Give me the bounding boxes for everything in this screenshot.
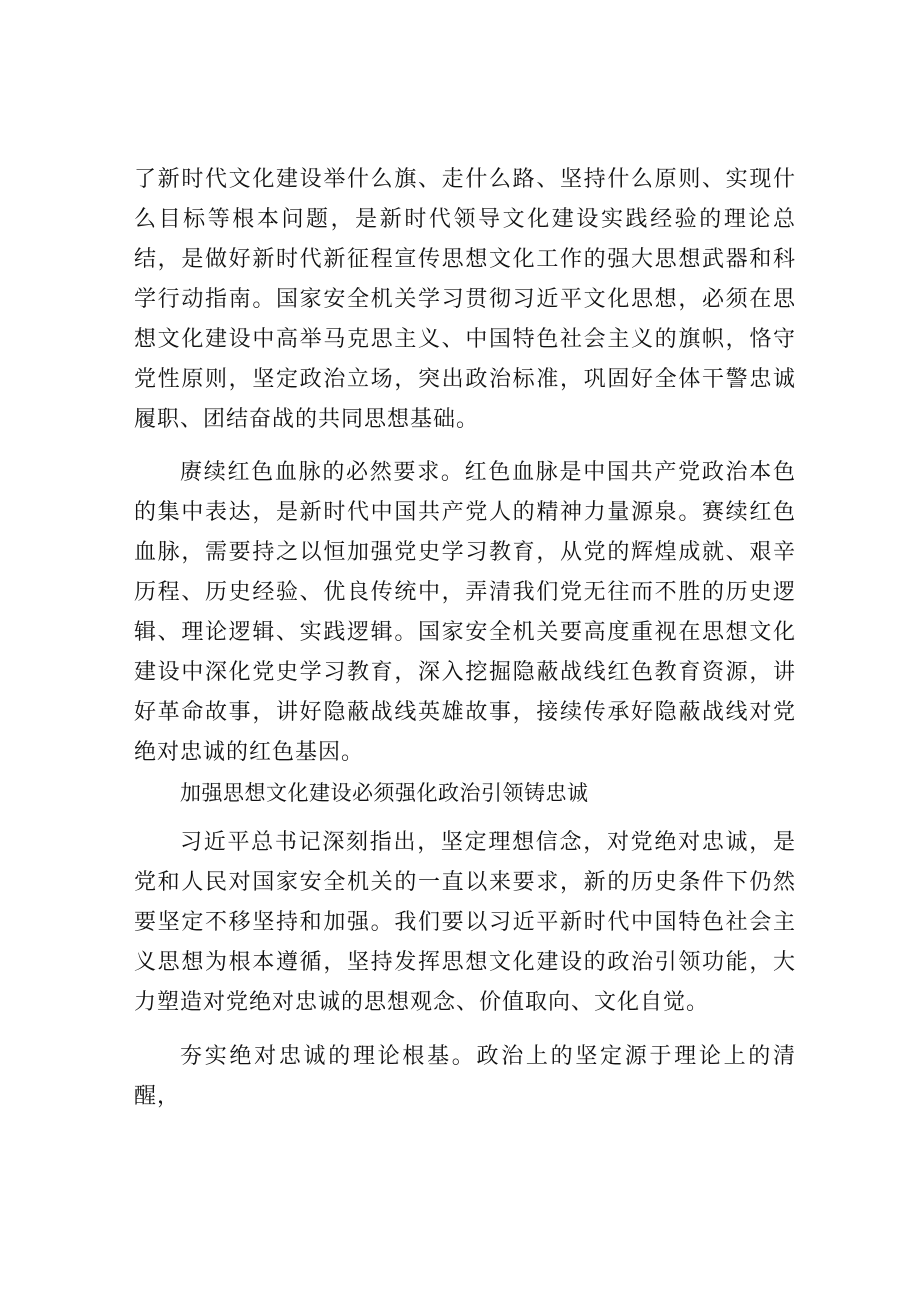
section-heading: 加强思想文化建设必须强化政治引领铸忠诚 <box>180 781 589 805</box>
paragraph-red-bloodline: 赓续红色血脉的必然要求。红色血脉是中国共产党政治本色的集中表达，是新时代中国共产党人的精神力量源泉。赛续红色血脉，需要持之以恒加强党史学习教育，从党的辉煌成就、艰辛历程、历史经验、优良传统中，弄清我们党无往而不胜的历史逻辑、理论逻辑、实践逻辑。国家安全机关要高度重视在思想文化建设中深化党史学习教育，深入挖掘隐蔽战线红色教育资源，讲好革命故事，讲好隐蔽战线英雄故事，接续传承好隐蔽战线对党绝对忠诚的红色基因。 <box>134 460 796 765</box>
paragraph-political-guidance: 习近平总书记深刻指出，坚定理想信念，对党绝对忠诚，是党和人民对国家安全机关的一直以来要求，新的历史条件下仍然要坚定不移坚持和加强。我们要以习近平新时代中国特色社会主义思想为根本遵循，坚持发挥思想文化建设的政治引领功能，大力塑造对党绝对忠诚的思想观念、价值取向、文化自觉。 <box>134 830 796 1015</box>
paragraph-continuation: 了新时代文化建设举什么旗、走什么路、坚持什么原则、实现什么目标等根本问题，是新时代领导文化建设实践经验的理论总结，是做好新时代新征程宣传思想文化工作的强大思想武器和科学行动指南。国家安全机关学习贯彻习近平文化思想，必须在思想文化建设中高举马克思主义、中国特色社会主义的旗帜，恪守党性原则，坚定政治立场，突出政治标准，巩固好全体干警忠诚履职、团结奋战的共同思想基础。 <box>134 167 796 432</box>
document-body <box>134 160 796 1117</box>
paragraph-theory-foundation: 夯实绝对忠诚的理论根基。政治上的坚定源于理论上的清醒， <box>134 1044 796 1109</box>
